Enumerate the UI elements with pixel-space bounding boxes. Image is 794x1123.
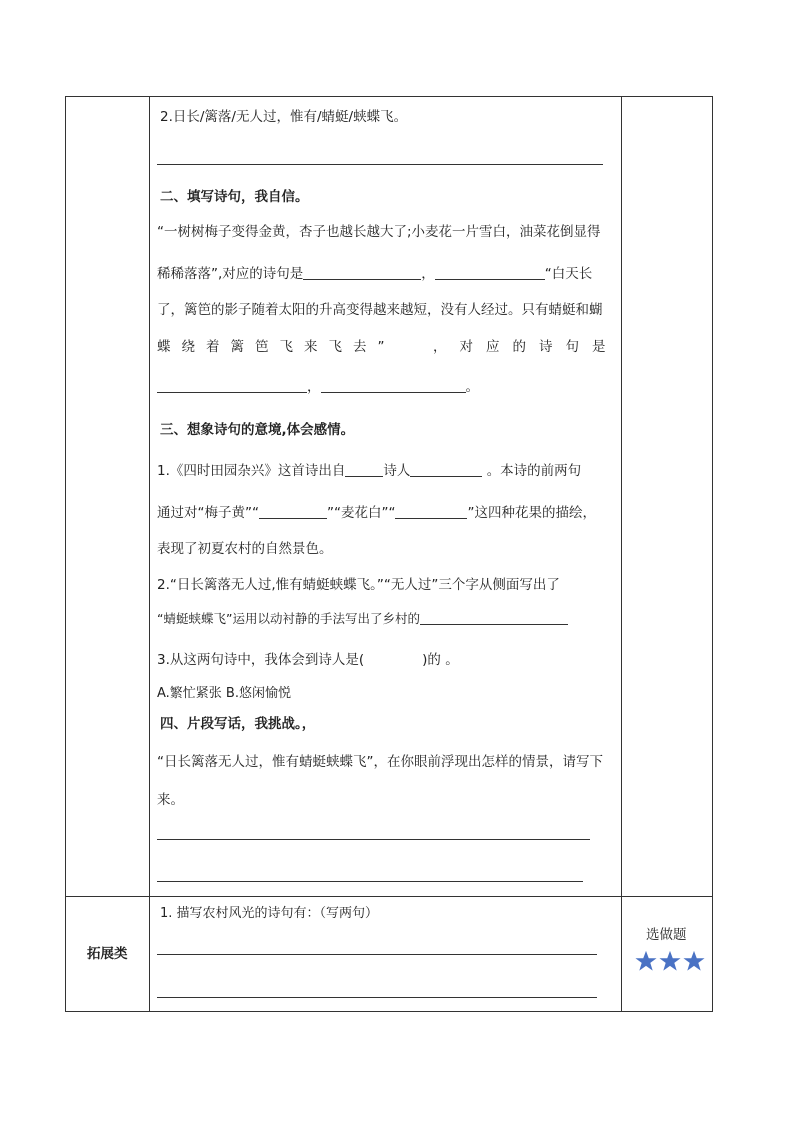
section-4-prompt: “日长篱落无人过，惟有蜻蜓蛱蝶飞”，在你眼前浮现出怎样的情景，请写下 <box>157 754 603 770</box>
extension-line-2[interactable] <box>157 997 597 998</box>
poem-line-2: 2.日长/篱落/无人过，惟有/蜻蜓/蛱蝶飞。 <box>160 109 408 125</box>
fill-blank[interactable] <box>321 378 466 393</box>
answer-line[interactable] <box>157 164 603 165</box>
table-border-right <box>712 96 713 1012</box>
table-border-bottom <box>65 1011 713 1012</box>
question-2-line-1: 2.“日长篱落无人过,惟有蜻蜓蛱蝶飞。”“无人过”三个字从侧面写出了 <box>157 577 560 593</box>
writing-line-2[interactable] <box>157 881 583 882</box>
section-3-title: 三、想象诗句的意境,体会感情。 <box>160 422 355 438</box>
section-2-line-4a: 蝶绕着篱笆飞来飞去” <box>157 339 396 355</box>
section-2-line-5: ， 。 <box>157 378 479 396</box>
difficulty-stars <box>635 950 705 972</box>
fill-blank[interactable] <box>395 504 467 519</box>
star-icon <box>635 950 657 972</box>
fill-blank[interactable] <box>303 265 421 280</box>
extension-prompt: 1. 描写农村风光的诗句有：（写两句） <box>160 906 379 921</box>
fill-blank[interactable] <box>259 504 327 519</box>
row-divider <box>65 896 713 897</box>
fill-blank[interactable] <box>410 462 482 477</box>
section-2-line-3: 了，篱笆的影子随着太阳的升高变得越来越短，没有人经过。只有蜻蜓和蝴 <box>157 302 603 318</box>
fill-blank[interactable] <box>420 610 568 625</box>
question-3-options: A.繁忙紧张 B.悠闲愉悦 <box>157 686 291 701</box>
question-1-line-2: 通过对“梅子黄”“ ”“麦花白”“ ”这四种花果的描绘， <box>157 505 596 521</box>
section-2-paragraph: “一树树梅子变得金黄，杏子也越长越大了;小麦花一片雪白，油菜花倒显得 <box>157 224 601 240</box>
optional-tag: 选做题 <box>646 927 687 943</box>
worksheet-table <box>65 96 713 1012</box>
section-2-line-4b: ，对应的诗句是 <box>433 339 619 355</box>
question-2-line-2: “蜻蜓蛱蝶飞”运用以动衬静的手法写出了乡村的 <box>157 610 568 628</box>
table-border-top <box>65 96 713 97</box>
extension-line-1[interactable] <box>157 954 597 955</box>
column-divider-1 <box>149 96 150 1012</box>
section-4-prompt-end: 来。 <box>157 792 184 808</box>
fill-blank[interactable] <box>435 265 545 280</box>
column-divider-2 <box>621 96 622 1012</box>
writing-line-1[interactable] <box>157 839 590 840</box>
extension-category: 拓展类 <box>87 946 128 962</box>
question-1-line-3: 表现了初夏农村的自然景色。 <box>157 541 333 557</box>
star-icon <box>683 950 705 972</box>
question-1-line-1: 1.《四时田园杂兴》这首诗出自 诗人 。本诗的前两句 <box>157 463 582 479</box>
section-2-title: 二、填写诗句，我自信。 <box>160 189 309 205</box>
table-border-left <box>65 96 66 1012</box>
section-4-title: 四、片段写话，我挑战。， <box>160 716 316 732</box>
star-icon <box>659 950 681 972</box>
question-3: 3.从这两句诗中，我体会到诗人是( )的 。 <box>157 652 459 668</box>
fill-blank[interactable] <box>157 378 307 393</box>
fill-blank[interactable] <box>345 462 383 477</box>
section-2-line-2: 稀稀落落”,对应的诗句是 ， “白天长 <box>157 266 593 282</box>
